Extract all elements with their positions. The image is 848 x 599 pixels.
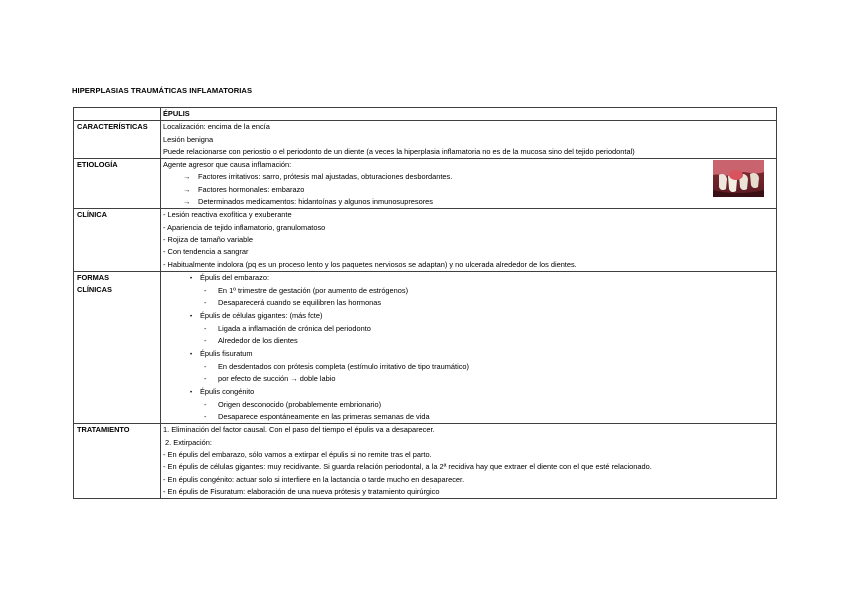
dash-icon: - [204, 286, 207, 296]
group-title-text: Épulis de células gigantes: (más fcte) [200, 310, 323, 320]
list-item-text: Desaparecerá cuando se equilibren las hormonas [218, 298, 382, 308]
list-item [163, 411, 776, 423]
bullet-icon: • [190, 275, 193, 282]
bullet-icon: • [190, 351, 193, 358]
text-line: - En épulis de Fisuratum: elaboración de una nueva prótesis y tratamiento quirúrgico [163, 486, 440, 496]
label-line: FORMAS [77, 272, 110, 282]
group-title [163, 310, 776, 323]
page-title: HIPERPLASIAS TRAUMÁTICAS INFLAMATORIAS [72, 86, 253, 95]
dash-icon: - [204, 399, 207, 409]
text-line: - Habitualmente indolora (pq es un proceso lento y los paquetes nerviosos se adaptan) y no ulcerada alrededor de los dientes. [163, 259, 577, 269]
content-etiologia [161, 159, 777, 209]
list-item [163, 399, 776, 411]
list-item-text: Determinados medicamentos: hidantoínas y algunos inmunosupresores [198, 197, 433, 207]
row-tratamiento [74, 424, 777, 499]
list-item [163, 171, 776, 183]
label-caracteristicas: CARACTERÍSTICAS [74, 121, 161, 159]
text-line: Agente agresor que causa inflamación: [163, 160, 292, 170]
column-header-epulis: ÉPULIS [161, 108, 777, 121]
list-item [163, 285, 776, 297]
text-line: - Lesión reactiva exofítica y exuberante [163, 210, 292, 220]
dash-icon: - [204, 336, 207, 346]
content-caracteristicas [161, 121, 777, 159]
list-item-text: En desdentados con prótesis completa (estímulo irritativo de tipo traumático) [218, 361, 469, 371]
bullet-icon: • [190, 313, 193, 320]
list-item-text: Ligada a inflamación de crónica del periodonto [218, 324, 371, 334]
epulis-table [73, 107, 777, 499]
header-row [74, 108, 777, 121]
group-title-text: Épulis del embarazo: [200, 272, 270, 282]
label-tratamiento: TRATAMIENTO [74, 424, 161, 499]
text-line: - En épulis de células gigantes: muy recidivante. Si guarda relación periodontal, a la 2ª recidiva hay que extraer el diente con el que esté relacionado. [163, 462, 652, 472]
list-item [163, 373, 776, 385]
group-title [163, 272, 776, 285]
dash-icon: - [204, 361, 207, 371]
list-item [163, 297, 776, 309]
content-tratamiento [161, 424, 777, 499]
arrow-icon: → [183, 184, 191, 194]
arrow-icon: → [183, 172, 191, 182]
list-item [163, 184, 776, 196]
row-etiologia [74, 159, 777, 209]
arrow-icon: → [183, 197, 191, 207]
dash-icon: - [204, 324, 207, 334]
text-line: - En épulis congénito: actuar solo si interfiere en la lactancia o tarde mucho en desaparecer. [163, 474, 465, 484]
header-empty-cell [74, 108, 161, 121]
label-line: CLÍNICAS [77, 285, 112, 295]
gum-epulis-photo [713, 160, 764, 197]
text-line: - Rojiza de tamaño variable [163, 234, 253, 244]
label-formas-clinicas [74, 271, 161, 424]
group-title [163, 386, 776, 399]
group-title-text: Épulis congénito [200, 386, 255, 396]
label-clinica: CLÍNICA [74, 209, 161, 271]
list-item-text: En 1º trimestre de gestación (por aumento de estrógenos) [218, 286, 409, 296]
text-line: Puede relacionarse con periostio o el periodonto de un diente (a veces la hiperplasia inflamatoria no es de la mucosa sino del tejido periodontal) [163, 146, 635, 156]
group-title-text: Épulis fisuratum [200, 348, 253, 358]
list-item-text: Origen desconocido (probablemente embrionario) [218, 399, 382, 409]
list-item-text: Factores hormonales: embarazo [198, 184, 305, 194]
text-line: - En épulis del embarazo, sólo vamos a extirpar el épulis si no remite tras el parto. [163, 450, 432, 460]
text-line: 1. Eliminación del factor causal. Con el paso del tiempo el épulis va a desaparecer. [163, 425, 435, 435]
list-item [163, 361, 776, 373]
dash-icon: - [204, 298, 207, 308]
content-formas-clinicas [161, 271, 777, 424]
label-etiologia: ETIOLOGÍA [74, 159, 161, 209]
dash-icon: - [204, 374, 207, 384]
bullet-icon: • [190, 389, 193, 396]
group-title [163, 348, 776, 361]
row-caracteristicas [74, 121, 777, 159]
text-line: - Con tendencia a sangrar [163, 247, 249, 257]
list-item [163, 196, 776, 208]
text-line: Localización: encima de la encía [163, 122, 270, 132]
list-item-text: Alrededor de los dientes [218, 336, 298, 346]
list-item [163, 335, 776, 347]
list-item [163, 323, 776, 335]
text-line: 2. Extirpación: [163, 437, 212, 447]
text-line: Lesión benigna [163, 134, 214, 144]
list-item-text: Desaparece espontáneamente en las primeras semanas de vida [218, 412, 430, 422]
row-formas-clinicas [74, 271, 777, 424]
list-item-text: Factores irritativos: sarro, prótesis mal ajustadas, obturaciones desbordantes. [198, 172, 453, 182]
list-item-text: por efecto de succión → doble labio [218, 374, 336, 384]
dash-icon: - [204, 412, 207, 422]
content-clinica [161, 209, 777, 271]
row-clinica [74, 209, 777, 271]
text-line: - Apariencia de tejido inflamatorio, granulomatoso [163, 222, 326, 232]
